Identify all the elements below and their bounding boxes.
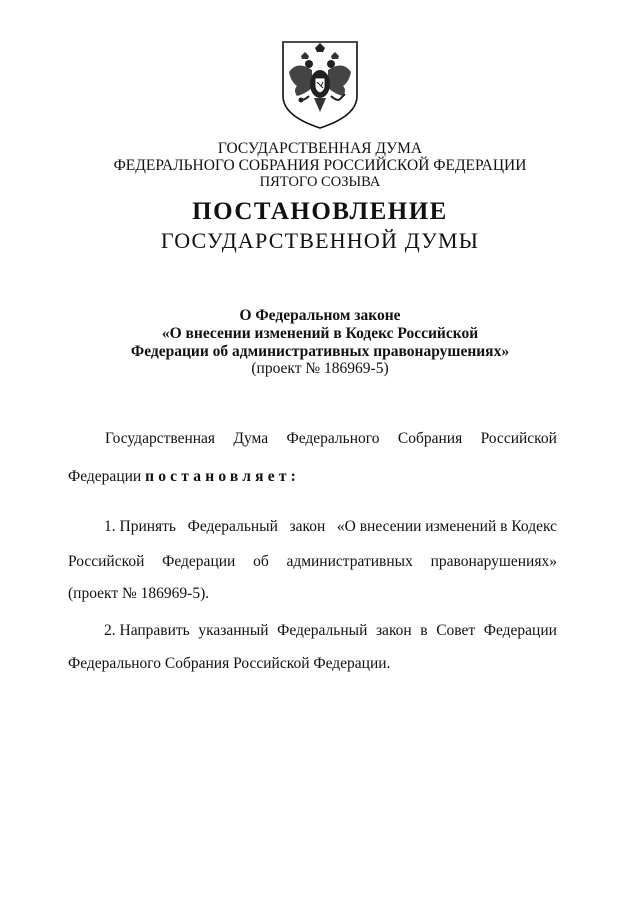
word: закон bbox=[375, 622, 412, 639]
document-subtitle: ГОСУДАРСТВЕННОЙ ДУМЫ bbox=[160, 228, 480, 253]
word: Федерации bbox=[68, 468, 142, 485]
law-heading-line-1: О Федеральном законе bbox=[239, 307, 401, 324]
item-1-line-3: (проект № 186969-5). bbox=[68, 585, 210, 602]
law-project-number: (проект № 186969-5) bbox=[251, 360, 389, 377]
word: Федерации bbox=[483, 622, 557, 639]
item-1-line-1 bbox=[104, 518, 557, 536]
item-1-line-2 bbox=[68, 553, 557, 571]
document-title: ПОСТАНОВЛЕНИЕ bbox=[192, 198, 448, 225]
word: административных bbox=[286, 553, 413, 570]
word: Федерации bbox=[162, 553, 236, 570]
word: Федеральный bbox=[277, 622, 368, 639]
intro-line-1 bbox=[105, 430, 557, 448]
word: «О внесении изменений в Кодекс bbox=[336, 518, 557, 535]
word: Российской bbox=[480, 430, 557, 447]
law-heading-line-3: Федерации об административных правонарушениях» bbox=[130, 343, 510, 360]
intro-line-2 bbox=[68, 468, 300, 486]
word: правонарушениях» bbox=[430, 553, 557, 570]
law-heading-line-2: «О внесении изменений в Кодекс Российской bbox=[161, 325, 479, 342]
word: указанный bbox=[198, 622, 269, 639]
word: Федерального bbox=[286, 430, 380, 447]
word: Совет bbox=[436, 622, 476, 639]
item-2-line-2: Федерального Собрания Российской Федерации. bbox=[68, 655, 391, 672]
resolves-word: постановляет: bbox=[145, 468, 300, 485]
header-line-2: ФЕДЕРАЛЬНОГО СОБРАНИЯ РОССИЙСКОЙ ФЕДЕРАЦИИ bbox=[113, 157, 527, 174]
word: 2. Направить bbox=[104, 622, 190, 639]
word: Российской bbox=[68, 553, 145, 570]
header-line-3: ПЯТОГО СОЗЫВА bbox=[259, 174, 381, 190]
word: Дума bbox=[233, 430, 269, 447]
word: Собрания bbox=[397, 430, 463, 447]
state-emblem-icon bbox=[279, 38, 361, 130]
word: Государственная bbox=[105, 430, 216, 447]
header-line-1: ГОСУДАРСТВЕННАЯ ДУМА bbox=[217, 140, 423, 157]
word: об bbox=[253, 553, 269, 570]
word: Федеральный bbox=[187, 518, 278, 535]
word: 1. Принять bbox=[104, 518, 177, 535]
word: закон bbox=[289, 518, 326, 535]
item-2-line-1 bbox=[104, 622, 557, 640]
word: в bbox=[420, 622, 428, 639]
